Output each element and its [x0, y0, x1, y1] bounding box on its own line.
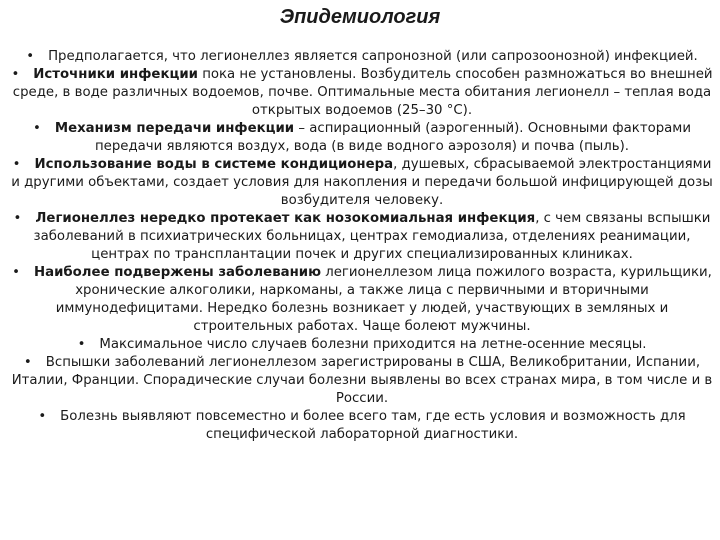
bullet-item: [10, 354, 714, 408]
bullet-dot-icon: •: [12, 265, 20, 280]
bullet-dot-icon: •: [38, 409, 47, 424]
bullet-bold-text: Механизм передачи инфекции: [54, 121, 295, 136]
bullet-text: пока не установлены. Возбудитель способен размножаться во внешней среде, в воде различных водоемов, почве. Оптимальные места обитания легионелл – теплая вода открытых водоемов (25–30 °С).: [12, 67, 713, 118]
bullet-bold-text: Источники инфекции: [33, 67, 198, 82]
bullet-text: легионеллезом лица пожилого возраста, курильщики, хронические алкоголики, наркоманы, а также лица с первичными и вторичными иммунодефицитами. Нередко болезнь возникает у людей, участвующих в земляных и строительных работах. Чаще болеют мужчины.: [55, 265, 712, 334]
bullet-dot-icon: •: [26, 49, 35, 64]
bullet-item: [10, 156, 714, 210]
bullet-text: – аспирационный (аэрогенный). Основными факторами передачи являются воздух, вода (в виде водного аэрозоля) и почва (пыль).: [94, 121, 691, 154]
bullet-item: [10, 48, 714, 66]
bullet-bold-text: Наиболее подвержены заболеванию: [33, 265, 322, 280]
bullet-text: Предполагается, что легионеллез является сапронозной (или сапрозоонозной) инфекцией.: [48, 49, 698, 64]
bullet-item: [10, 264, 714, 336]
bullet-text: Болезнь выявляют повсеместно и более всего там, где есть условия и возможность для специфической лабораторной диагностики.: [60, 409, 686, 442]
bullet-item: [10, 336, 714, 354]
bullet-item: [10, 120, 714, 156]
bullet-bold-text: Легионеллез нередко протекает как нозокомиальная инфекция: [35, 211, 536, 226]
bullet-item: [10, 408, 714, 444]
bullet-text: , с чем связаны вспышки заболеваний в психиатрических больницах, центрах гемодиализа, отделениях реанимации, центрах по трансплантации почек и других специализированных клиниках.: [33, 211, 711, 262]
slide-title: Эпидемиология: [279, 6, 441, 28]
bullet-dot-icon: •: [11, 67, 20, 82]
bullet-dot-icon: •: [13, 211, 22, 226]
bullet-item: [10, 210, 714, 264]
bullet-dot-icon: •: [12, 157, 21, 172]
bullet-list: [0, 48, 720, 444]
bullet-text: Максимальное число случаев болезни приходится на летне-осенние месяцы.: [99, 337, 647, 352]
bullet-dot-icon: •: [23, 355, 32, 370]
bullet-text: Вспышки заболеваний легионеллезом зарегистрированы в США, Великобритании, Испании, Италии, Франции. Спорадические случаи болезни выявлены во всех странах мира, в том числе и в России.: [11, 355, 713, 406]
bullet-bold-text: Использование воды в системе кондиционера: [34, 157, 394, 172]
bullet-dot-icon: •: [77, 337, 86, 352]
bullet-text: , душевых, сбрасываемой электростанциями и другими объектами, создает условия для накопления и передачи большой инфицирующей дозы возбудителя человеку.: [11, 157, 713, 208]
bullet-item: [10, 66, 714, 120]
bullet-dot-icon: •: [33, 121, 41, 136]
